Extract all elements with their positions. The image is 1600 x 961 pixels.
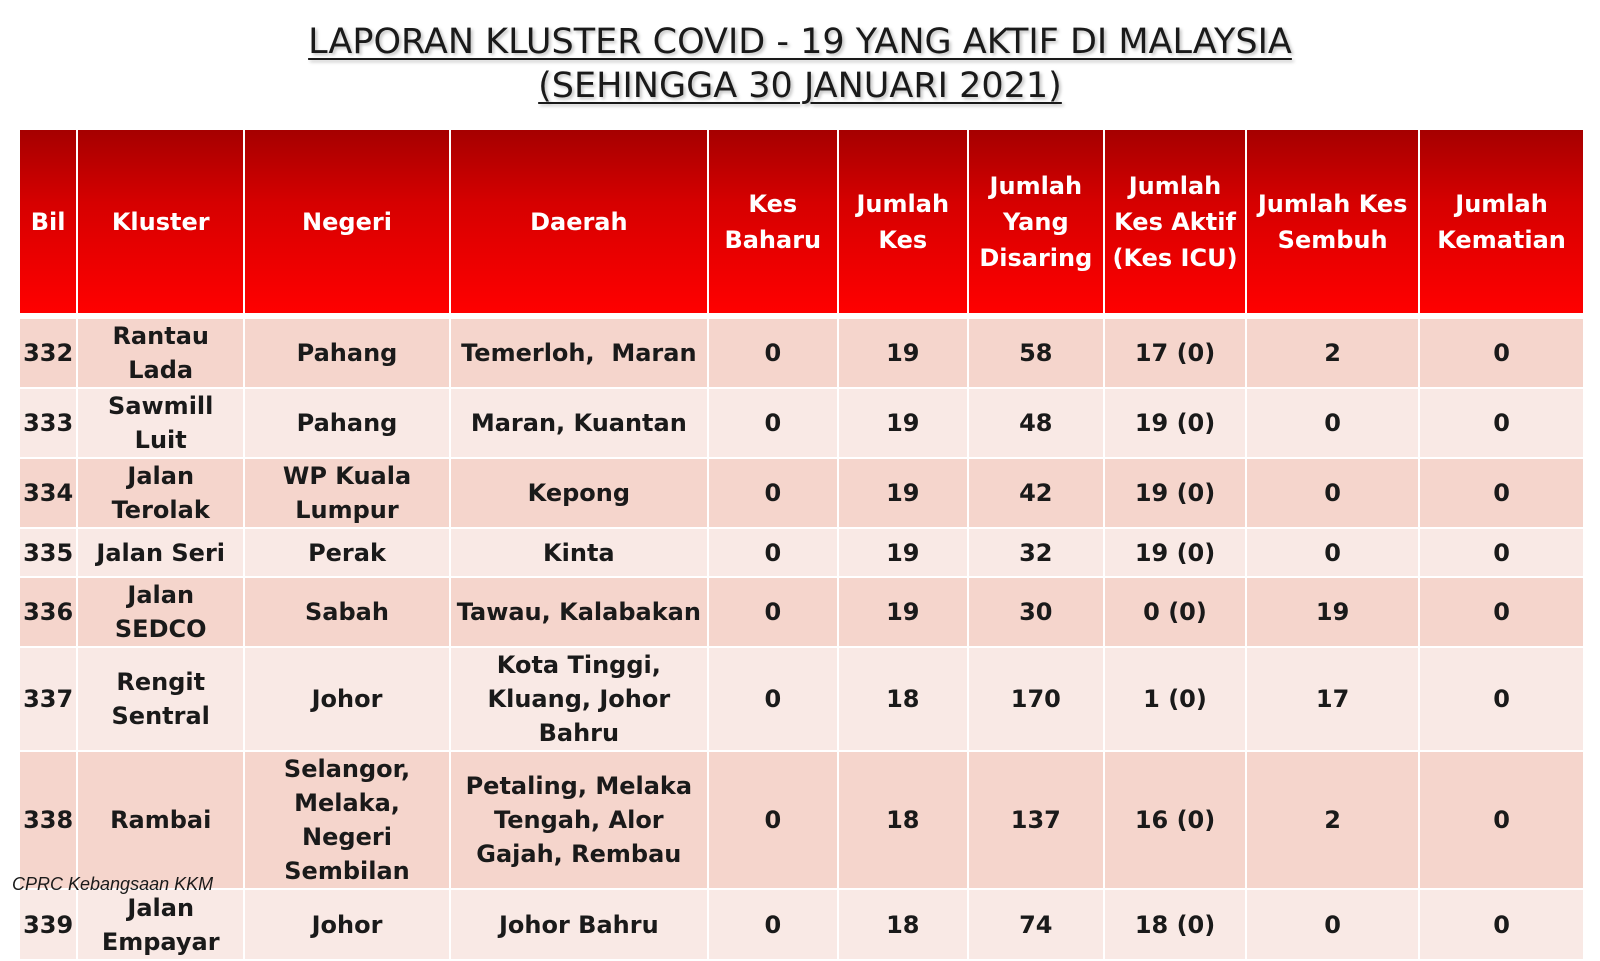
page-title [0,20,1600,108]
cell-kluster: Rengit Sentral [78,648,243,752]
cell-daerah: Johor Bahru [451,890,707,961]
cell-negeri: Johor [245,648,449,752]
header-kes-baharu: Kes Baharu [709,130,837,319]
header-kluster: Kluster [78,130,243,319]
cell-kluster: Rambai [78,752,243,890]
cell-kes-sembuh: 0 [1247,529,1418,578]
cell-bil: 334 [20,459,76,529]
cell-kematian: 0 [1420,890,1583,961]
cell-daerah: Kinta [451,529,707,578]
cell-jumlah-disaring: 32 [969,529,1103,578]
cell-bil: 335 [20,529,76,578]
cell-jumlah-kes: 18 [839,648,967,752]
cell-kes-aktif: 1 (0) [1105,648,1245,752]
header-negeri: Negeri [245,130,449,319]
cell-kematian: 0 [1420,648,1583,752]
cell-kes-sembuh: 0 [1247,389,1418,459]
cell-jumlah-kes: 19 [839,459,967,529]
cell-kematian: 0 [1420,459,1583,529]
cell-bil: 332 [20,319,76,389]
cell-kes-sembuh: 19 [1247,578,1418,648]
cell-kes-aktif: 18 (0) [1105,890,1245,961]
cell-kluster: Jalan Terolak [78,459,243,529]
header-daerah: Daerah [451,130,707,319]
cell-kes-baharu: 0 [709,319,837,389]
header-jumlah-kes-sembuh: Jumlah Kes Sembuh [1247,130,1418,319]
header-jumlah-disaring: Jumlah Yang Disaring [969,130,1103,319]
title-line-1: LAPORAN KLUSTER COVID - 19 YANG AKTIF DI MALAYSIA [308,22,1292,62]
cell-bil: 337 [20,648,76,752]
cell-kematian: 0 [1420,529,1583,578]
table-row [20,389,1583,459]
cell-kematian: 0 [1420,389,1583,459]
cell-kes-sembuh: 0 [1247,459,1418,529]
cell-kluster: Jalan SEDCO [78,578,243,648]
cell-jumlah-disaring: 170 [969,648,1103,752]
cell-kes-sembuh: 2 [1247,752,1418,890]
cell-kes-sembuh: 0 [1247,890,1418,961]
cell-negeri: WP Kuala Lumpur [245,459,449,529]
cell-jumlah-kes: 19 [839,389,967,459]
table-row [20,752,1583,890]
cell-kes-aktif: 19 (0) [1105,389,1245,459]
cell-daerah: Kepong [451,459,707,529]
cell-jumlah-kes: 18 [839,890,967,961]
cell-bil: 336 [20,578,76,648]
cell-negeri: Pahang [245,319,449,389]
cell-bil: 338 [20,752,76,890]
table-row [20,648,1583,752]
cell-kes-baharu: 0 [709,459,837,529]
cell-kes-baharu: 0 [709,529,837,578]
cluster-table [18,130,1585,961]
cell-kluster: Jalan Seri [78,529,243,578]
cell-kes-aktif: 0 (0) [1105,578,1245,648]
cell-kes-aktif: 19 (0) [1105,529,1245,578]
cell-daerah: Maran, Kuantan [451,389,707,459]
cell-kes-sembuh: 2 [1247,319,1418,389]
cell-kes-baharu: 0 [709,752,837,890]
cell-negeri: Perak [245,529,449,578]
cell-jumlah-disaring: 137 [969,752,1103,890]
cell-kes-baharu: 0 [709,890,837,961]
source-footer: CPRC Kebangsaan KKM [12,874,214,894]
cell-jumlah-disaring: 74 [969,890,1103,961]
cell-negeri: Selangor, Melaka, Negeri Sembilan [245,752,449,890]
cell-kes-aktif: 16 (0) [1105,752,1245,890]
cell-negeri: Sabah [245,578,449,648]
header-jumlah-kes-aktif: Jumlah Kes Aktif (Kes ICU) [1105,130,1245,319]
cell-kluster: Rantau Lada [78,319,243,389]
cell-jumlah-kes: 19 [839,319,967,389]
cell-kes-baharu: 0 [709,389,837,459]
cell-daerah: Petaling, Melaka Tengah, Alor Gajah, Rembau [451,752,707,890]
cell-bil: 333 [20,389,76,459]
cell-daerah: Tawau, Kalabakan [451,578,707,648]
cell-jumlah-kes: 19 [839,529,967,578]
cell-kes-aktif: 17 (0) [1105,319,1245,389]
cell-kluster: Sawmill Luit [78,389,243,459]
cell-jumlah-kes: 18 [839,752,967,890]
cell-daerah: Temerloh, Maran [451,319,707,389]
cell-kes-baharu: 0 [709,648,837,752]
table-row [20,459,1583,529]
header-jumlah-kes: Jumlah Kes [839,130,967,319]
cell-jumlah-disaring: 58 [969,319,1103,389]
title-line-2: (SEHINGGA 30 JANUARI 2021) [538,66,1062,106]
cell-negeri: Johor [245,890,449,961]
cell-bil: 339 [20,890,76,961]
cell-kes-aktif: 19 (0) [1105,459,1245,529]
cell-jumlah-kes: 19 [839,578,967,648]
header-jumlah-kematian: Jumlah Kematian [1420,130,1583,319]
header-row [20,130,1583,319]
header-bil: Bil [20,130,76,319]
cell-daerah: Kota Tinggi, Kluang, Johor Bahru [451,648,707,752]
cell-kluster: Jalan Empayar [78,890,243,961]
cell-kematian: 0 [1420,578,1583,648]
cell-kematian: 0 [1420,319,1583,389]
cell-kes-baharu: 0 [709,578,837,648]
cell-jumlah-disaring: 48 [969,389,1103,459]
table-row [20,529,1583,578]
cell-kematian: 0 [1420,752,1583,890]
table-row [20,890,1583,961]
cell-kes-sembuh: 17 [1247,648,1418,752]
table-row [20,578,1583,648]
table-row [20,319,1583,389]
cell-negeri: Pahang [245,389,449,459]
cell-jumlah-disaring: 42 [969,459,1103,529]
cell-jumlah-disaring: 30 [969,578,1103,648]
